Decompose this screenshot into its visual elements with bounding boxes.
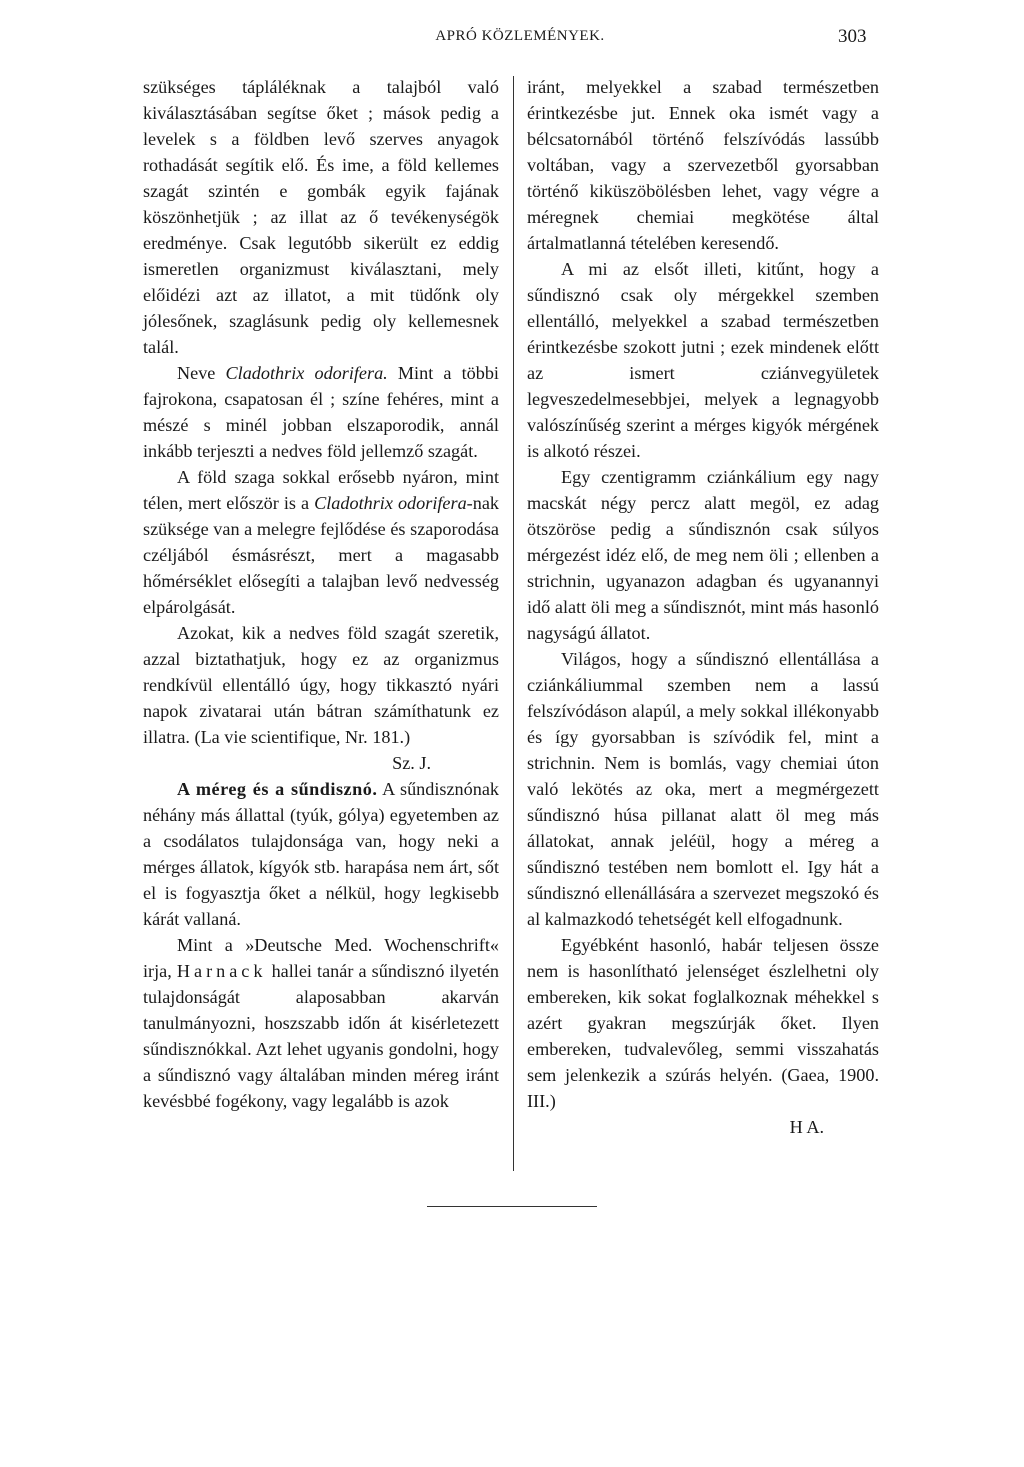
column-divider [513,76,514,1171]
running-title: APRÓ KÖZLEMÉNYEK. [435,28,605,44]
right-paragraph-5: Egyébként hasonló, habár teljesen össze nem is hasonlítható jelenséget észlelhetni oly embereken, kik sokat foglalkoznak méhekkel s azért gyakran megszúrják őket. Ilyen embereken, tudvalevőleg, semmi visszahatás sem jelenkezik a szúrás helyén. (Gaea, 1900. III.) [527,935,879,1111]
left-paragraph-3 [143,464,499,620]
article-hedgehog [143,776,499,932]
left-paragraph-4: Azokat, kik a nedves föld szagát szeretik, azzal biztathatjuk, hogy ez az organizmus rendkívül ellentálló úgy, hogy tikkasztó nyári napok zivatarai után bátran számíthatunk ez illatra. (La vie scientifique, Nr. 181.) [143,623,499,747]
left-paragraph-2 [143,360,499,464]
left-paragraph-1: szükséges tápláléknak a talajból való kiválasztásában segítse őket ; mások pedig a levelek s a földben levő szerves anyagok rothadását segítik elő. És ime, a föld kellemes szagát szintén e gombák egyik fajának köszönhetjük ; az illat az ő tevékenységök eredménye. Csak legutóbb sikerült ez eddig ismeretlen organizmust kiválasztani, mely előidézi azt az illatot, a mit tüdőnk oly jólesőnek, szaglásunk pedig oly kellemesnek talál. [143,77,499,357]
signature-h-a: H A. [789,1117,824,1137]
signature-sz-j: Sz. J. [392,753,431,773]
right-paragraph-2: A mi az elsőt illeti, kitűnt, hogy a sűndisznó csak oly mérgekkel szemben ellentálló, melyekkel a szabad természetben érintkezésbe szokott jutni ; ezek mindenek előtt az ismert cziánvegyületek legveszedelmesebbjei, melyek a legnagyobb valószínűség szerint a mérges kigyók mérgének is alkotó részei. [527,259,879,461]
p3-text-before: A föld szaga sokkal erősebb nyáron, mint télen, mert először is a [143,467,499,513]
article-title: A méreg és a sűndisznó. [177,779,378,799]
article-intro: A sűndisznónak néhány más állattal (tyúk, gólya) egyetemben az a csodálatos tulajdonsága van, hogy neki a mérges állatok, kígyók stb. harapása nem árt, sőt el is fogyasztja őket a nélkül, hogy legkisebb kárát vallaná. [143,779,500,929]
author-name: Harnack [176,961,267,981]
p3-text-after: -nak szüksége van a melegre fejlődése és szaporodása czéljából ésmásrészt, mert a magasabb hőmérséklet elősegíti a talajban levő nedvesség elpárolgását. [143,493,499,617]
species-name-inline: Cladothrix odorifera [314,493,467,513]
p6-text-after: hallei tanár a sűndisznó ilyetén tulajdonságát alaposabban akarván tanulmányozni, hoszszabb időn át kisérletezett sűndisznókkal. Azt lehet ugyanis gondolni, hogy a sűndisznó vagy általában minden méreg iránt kevésbbé fogékony, vagy legalább is azok [143,961,499,1111]
right-paragraph-4: Világos, hogy a sűndisznó ellentállása a cziánkáliummal szemben nem a lassú felszívódáson alapúl, a mely sokkal illékonyabb és így gyorsabban is szívódik fel, mint a strichnin. Nem is bomlás, vagy chemiai úton való lekötés az oka, mert a megmérgezett sűndisznó húsa pillanat alatt öl meg más állatokat, annak jeléül, hogy a méreg a sűndisznó testében nem bomlott el. Igy hát a sűndisznó ellenállására a szervezet megszokó és al kalmazkodó tehetségét kell elfogadnunk. [527,649,879,929]
p2-text-before: Neve [177,363,226,383]
left-paragraph-6 [143,932,499,1114]
species-name: Cladothrix odorifera. [225,363,388,383]
page-number: 303 [838,26,867,47]
p6-text-before: Mint a »Deutsche Med. Wochenschrift« irja, [143,935,499,981]
right-column [527,74,879,1140]
p2-text-after: Mint a többi fajrokona, csapatosan él ; színe fehéres, mint a mészé s minél jobban elszaporodik, annál inkább terjeszti a nedves föld jellemző szagát. [143,363,499,461]
right-paragraph-3: Egy czentigramm cziánkálium egy nagy macskát négy percz alatt megöl, ez adag ötszöröse pedig a sűndisznón csak súlyos mérgezést idéz elő, de meg nem öli ; ellenben a strichnin, ugyanazon adagban és ugyanannyi idő alatt öli meg a sűndisznót, mint más hasonló nagyságú állatot. [527,467,879,643]
end-rule [427,1206,597,1207]
page-header [0,28,1024,58]
left-column [143,74,499,1114]
right-paragraph-1: iránt, melyekkel a szabad természetben érintkezésbe jut. Ennek oka ismét vagy a bélcsatornából történő felszívódás lassúbb voltában, vagy a szervezetből gyorsabban történő kiküszöbölésben lehet, vagy végre a méregnek chemiai megkötése által ártalmatlanná tételében keresendő. [527,77,879,253]
